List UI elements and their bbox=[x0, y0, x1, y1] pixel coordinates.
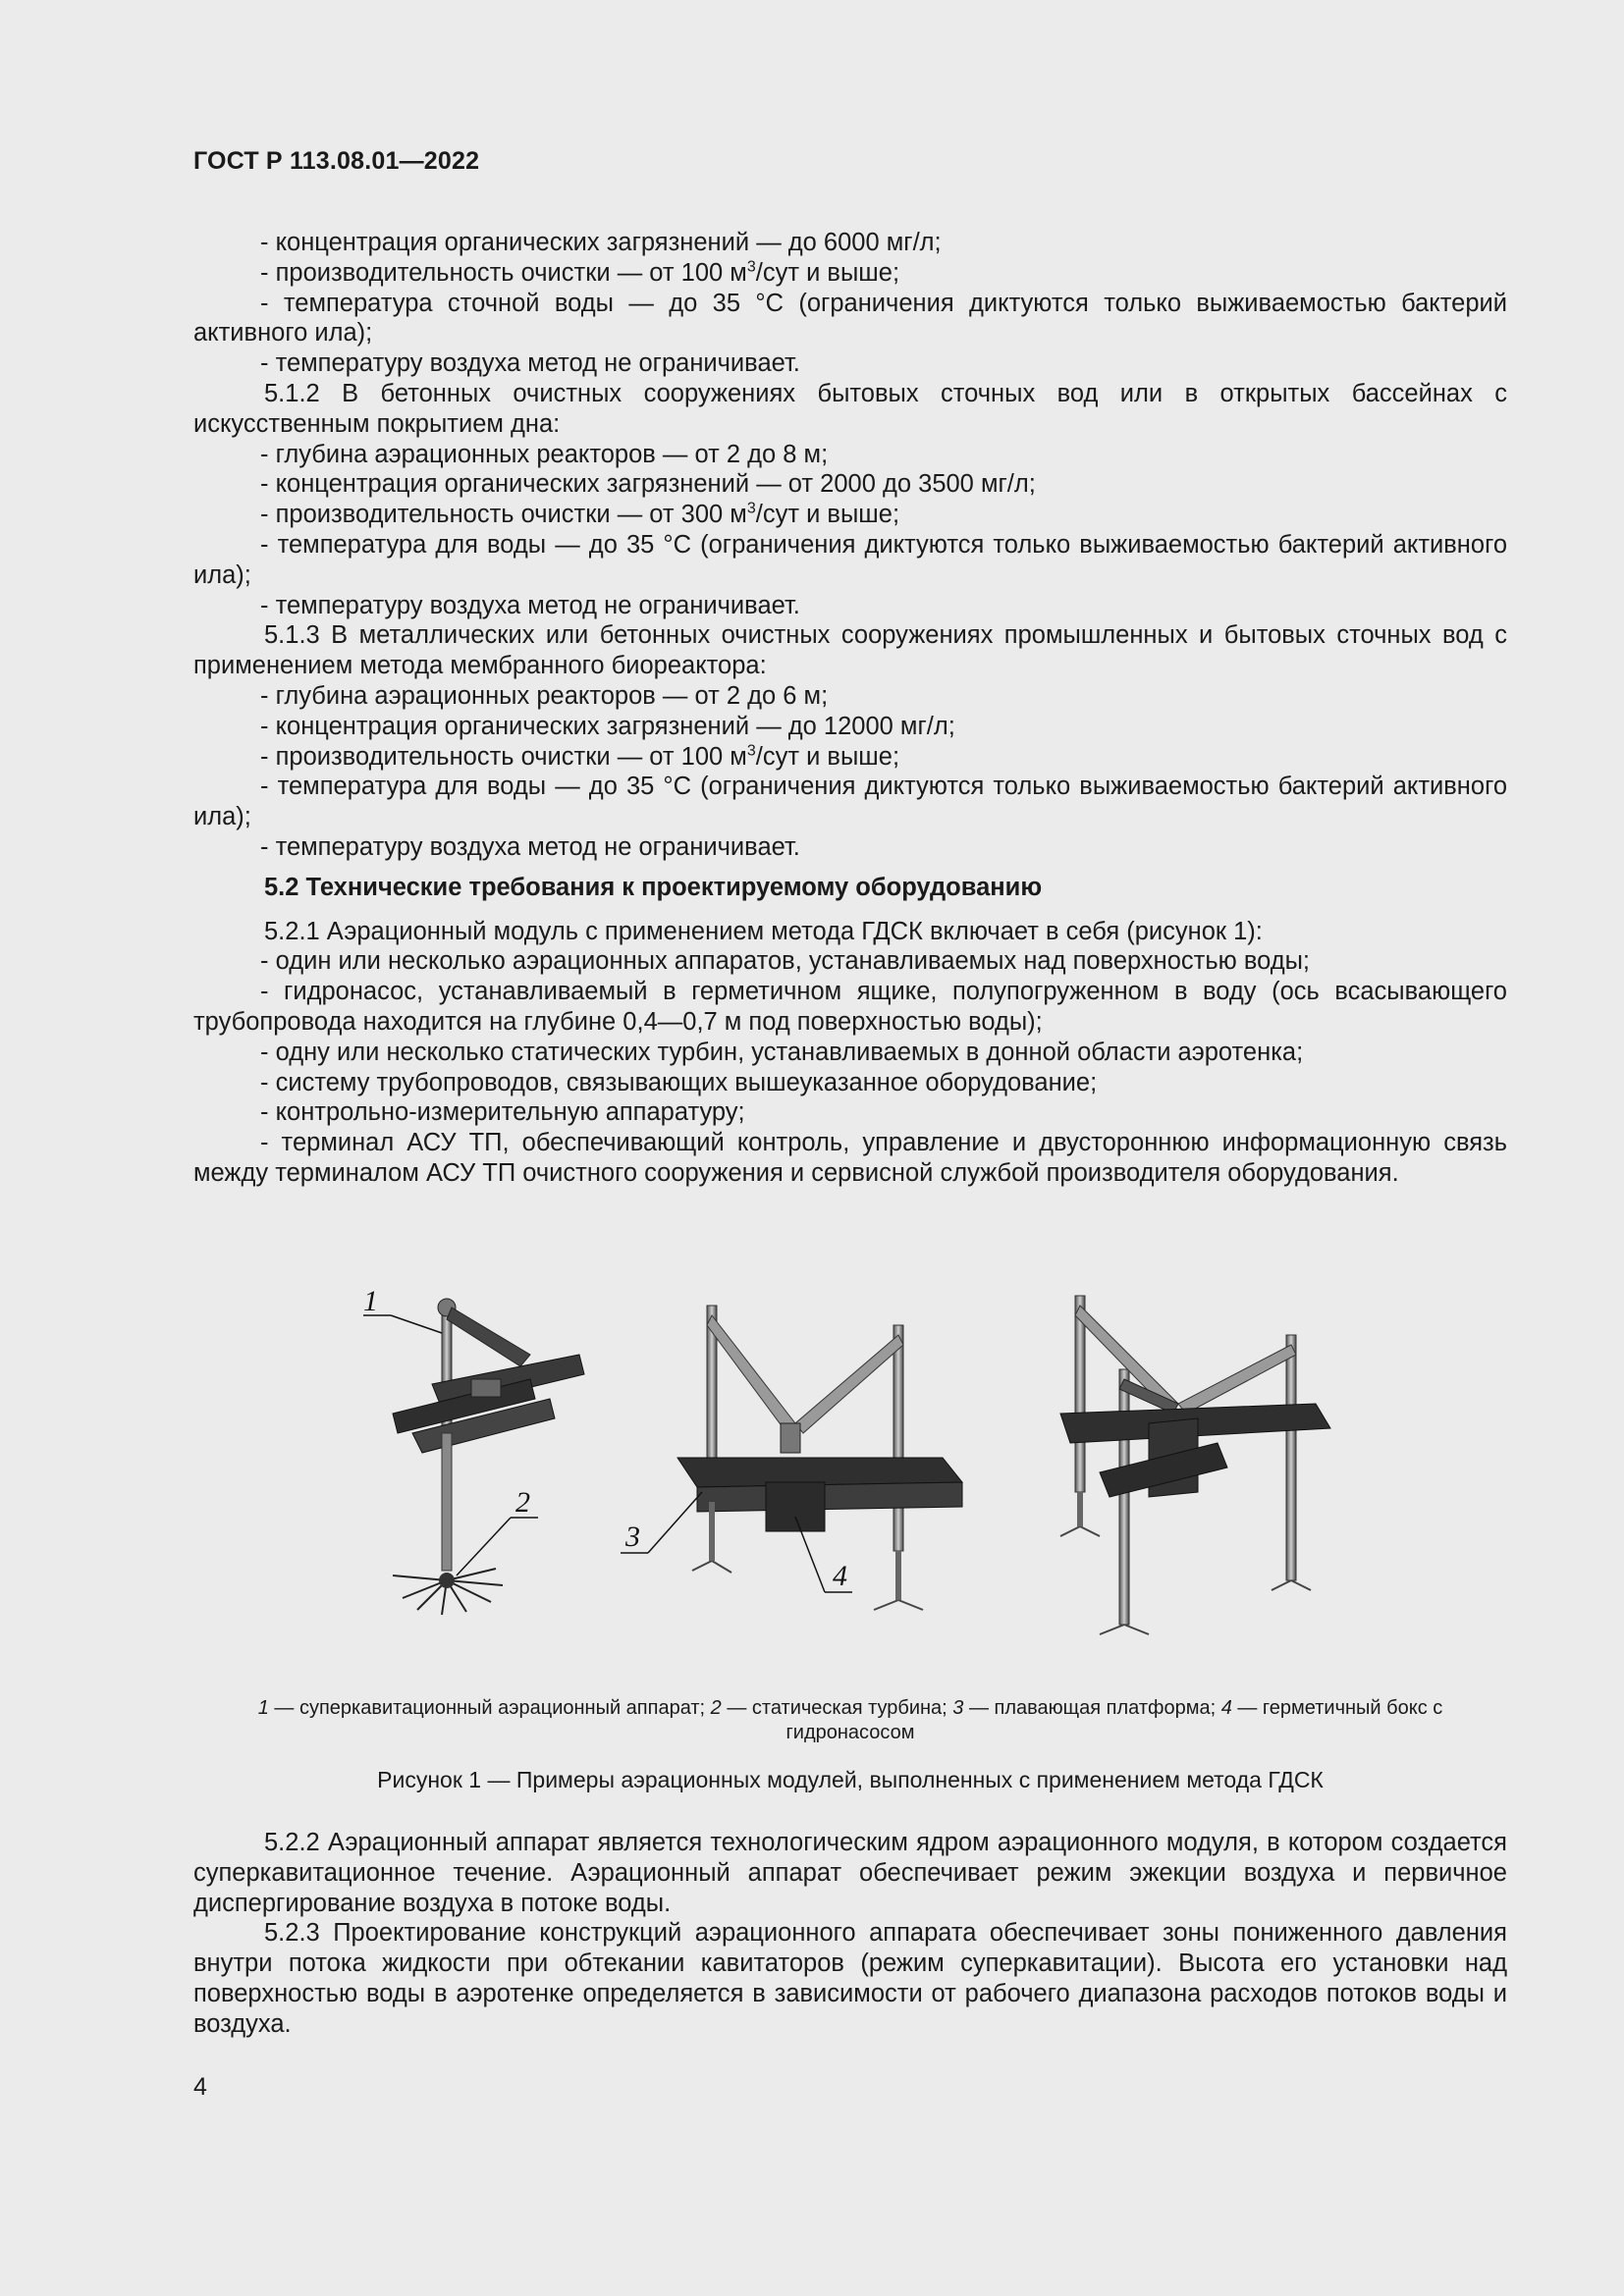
svg-text:4: 4 bbox=[833, 1560, 847, 1592]
module-2-drawing bbox=[677, 1306, 962, 1610]
callout-1 bbox=[363, 1286, 442, 1333]
legend-text-4: — герметичный бокс с гидронасосом bbox=[785, 1697, 1443, 1743]
legend-text-1: — суперкавитационный аэрационный аппарат; bbox=[268, 1697, 711, 1719]
svg-text:2: 2 bbox=[515, 1486, 530, 1519]
list-item: - температуру воздуха метод не ограничивает. bbox=[260, 349, 800, 378]
list-item bbox=[193, 742, 1507, 773]
list-item bbox=[193, 500, 1507, 530]
legend-num-2: 2 bbox=[710, 1697, 722, 1719]
paragraph: 5.1.3 В металлических или бетонных очистных сооружениях промышленных и бытовых сточных вод с применением метода мембранного биореактора: bbox=[193, 621, 1507, 680]
unit-exponent: 3 bbox=[746, 258, 756, 276]
paragraph: 5.2.2 Аэрационный аппарат является технологическим ядром аэрационного модуля, в котором создается суперкавитационное течение. Аэрационный аппарат обеспечивает режим эжекции воздуха и первичное диспергирование воздуха в потоке воды. bbox=[193, 1829, 1507, 1917]
list-item: - одну или несколько статических турбин, устанавливаемых в донной области аэротенка; bbox=[260, 1038, 1304, 1066]
legend-num-4: 4 bbox=[1220, 1697, 1232, 1719]
list-item: - температуру воздуха метод не ограничивает. bbox=[260, 832, 800, 861]
list-item: - концентрация органических загрязнений — до 12000 мг/л; bbox=[260, 712, 955, 740]
module-1-drawing bbox=[393, 1299, 584, 1615]
list-item: - концентрация органических загрязнений — до 6000 мг/л; bbox=[260, 229, 942, 256]
list-item: - один или несколько аэрационных аппаратов, устанавливаемых над поверхностью воды; bbox=[260, 947, 1311, 976]
list-item-text: /сут и выше; bbox=[755, 742, 900, 771]
callout-3 bbox=[621, 1492, 702, 1553]
list-item: - температура для воды — до 35 °C (ограничения диктуются только выживаемостью бактерий активного ила); bbox=[193, 530, 1507, 589]
list-item: - температура для воды — до 35 °C (ограничения диктуются только выживаемостью бактерий активного ила); bbox=[193, 773, 1507, 831]
list-item-text: - производительность очистки — от 300 м bbox=[260, 501, 747, 529]
figure-1-drawing bbox=[334, 1286, 1355, 1669]
unit-exponent: 3 bbox=[746, 742, 756, 760]
paragraph: 5.1.2 В бетонных очистных сооружениях бытовых сточных вод или в открытых бассейнах с искусственным покрытием дна: bbox=[193, 379, 1507, 438]
list-item-text: - производительность очистки — от 100 м bbox=[260, 742, 747, 771]
document-header: ГОСТ Р 113.08.01—2022 bbox=[193, 147, 480, 175]
legend-num-1: 1 bbox=[257, 1697, 269, 1719]
page-number: 4 bbox=[193, 2073, 207, 2101]
paragraph: 5.2.1 Аэрационный модуль с применением метода ГДСК включает в себя (рисунок 1): bbox=[264, 917, 1263, 945]
callout-2 bbox=[457, 1486, 538, 1575]
text-block-top bbox=[193, 228, 1507, 1189]
legend-text-2: — статическая турбина; bbox=[721, 1697, 953, 1719]
list-item: - гидронасос, устанавливаемый в герметичном ящике, полупогруженном в воду (ось всасывающего трубопровода находится на глубине 0,4—0,7 м под поверхностью воды); bbox=[193, 978, 1507, 1036]
list-item: - терминал АСУ ТП, обеспечивающий контроль, управление и двустороннюю информационную связь между терминалом АСУ ТП очистного сооружения и сервисной службой производителя оборудования. bbox=[193, 1129, 1507, 1187]
svg-text:1: 1 bbox=[363, 1286, 378, 1317]
figure-1 bbox=[334, 1286, 1355, 1669]
paragraph: 5.2.3 Проектирование конструкций аэрационного аппарата обеспечивает зоны пониженного давления внутри потока жидкости при обтекании кавитаторов (режим суперкавитации). Высота его установки над поверхностью воды в аэротенке определяется в зависимости от рабочего диапазона расходов потоков воды и воздуха. bbox=[193, 1919, 1507, 2038]
list-item: - глубина аэрационных реакторов — от 2 до 8 м; bbox=[260, 440, 829, 468]
figure-1-title: Рисунок 1 — Примеры аэрационных модулей, выполненных с применением метода ГДСК bbox=[377, 1767, 1324, 1792]
list-item-text: /сут и выше; bbox=[755, 258, 900, 287]
list-item: - контрольно-измерительную аппаратуру; bbox=[260, 1098, 745, 1127]
list-item: - концентрация органических загрязнений — от 2000 до 3500 мг/л; bbox=[260, 470, 1036, 499]
list-item: - систему трубопроводов, связывающих вышеуказанное оборудование; bbox=[260, 1068, 1098, 1096]
text-block-bottom bbox=[193, 1828, 1507, 2040]
list-item: - температуру воздуха метод не ограничивает. bbox=[260, 591, 800, 619]
list-item: - температура сточной воды — до 35 °C (ограничения диктуются только выживаемостью бактерий активного ила); bbox=[193, 289, 1507, 347]
module-3-drawing bbox=[1060, 1296, 1330, 1634]
svg-text:3: 3 bbox=[625, 1521, 640, 1553]
section-heading: 5.2 Технические требования к проектируемому оборудованию bbox=[264, 873, 1043, 901]
list-item bbox=[193, 258, 1507, 289]
legend-num-3: 3 bbox=[952, 1697, 964, 1719]
list-item-text: - производительность очистки — от 100 м bbox=[260, 258, 747, 287]
figure-1-legend bbox=[193, 1696, 1507, 1745]
list-item: - глубина аэрационных реакторов — от 2 до 6 м; bbox=[260, 681, 829, 710]
legend-text-3: — плавающая платформа; bbox=[963, 1697, 1221, 1719]
unit-exponent: 3 bbox=[746, 500, 756, 517]
list-item-text: /сут и выше; bbox=[755, 501, 900, 529]
